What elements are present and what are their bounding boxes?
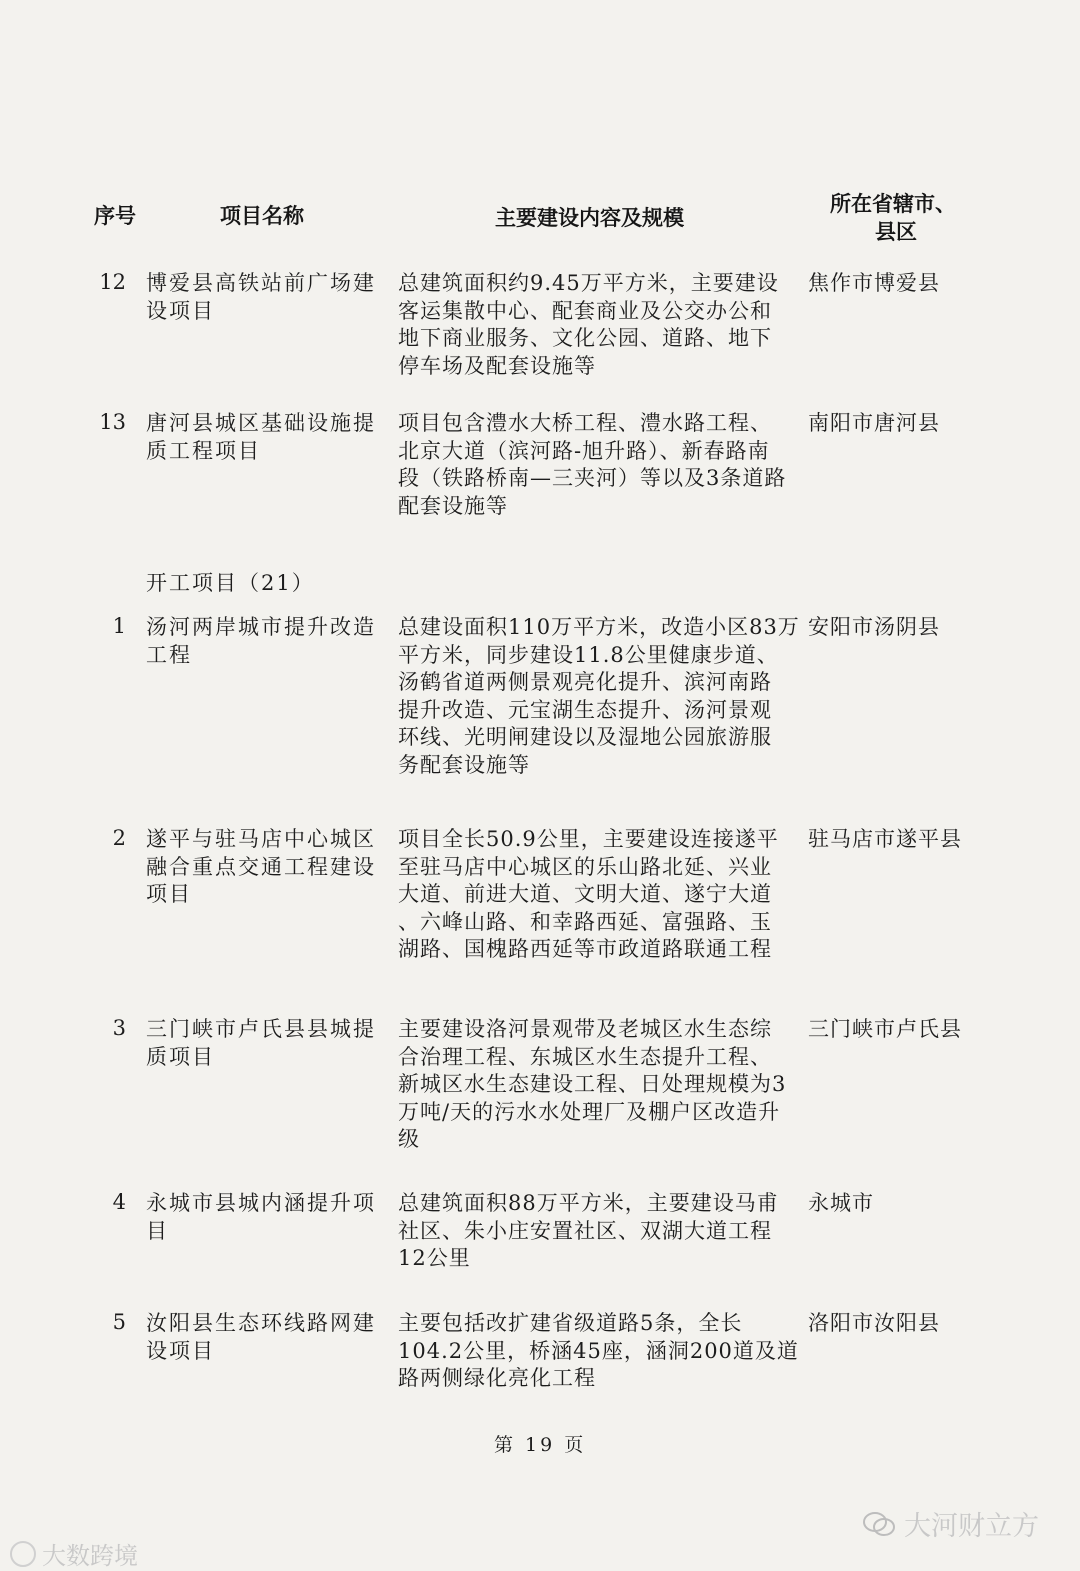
project-name-line: 博爱县高铁站前广场建 [146,271,376,295]
project-content-line: 客运集散中心、配套商业及公交办公和 [398,298,772,323]
project-name [146,1190,386,1245]
project-content-line: 项目包含澧水大桥工程、澧水路工程、 [398,411,772,435]
page-number: 第 19 页 [494,1434,587,1456]
project-content-line: 路两侧绿化亮化工程 [398,1366,596,1390]
project-content [398,1016,794,1154]
project-content-line: 主要建设洛河景观带及老城区水生态综 [398,1017,772,1041]
project-content-line: 配套设施等 [398,493,508,518]
project-content-line: 社区、朱小庄安置社区、双湖大道工程 [398,1218,772,1243]
project-region: 永城市 [808,1191,874,1215]
header-col-content: 主要建设内容及规模 [495,206,684,230]
row-number: 4 [112,1190,126,1214]
project-content [398,410,794,520]
section-title: 开工项目（21） [146,571,315,595]
project-region: 安阳市汤阴县 [808,615,940,639]
row-number: 3 [112,1016,126,1040]
project-name [146,410,386,465]
project-name [146,1310,386,1365]
project-content-line: 、六峰山路、和幸路西延、富强路、玉 [398,909,772,934]
project-content-line: 环线、光明闸建设以及湿地公园旅游服 [398,725,772,749]
project-content-line: 湖路、国槐路西延等市政道路联通工程 [398,937,772,961]
project-content-line: 北京大道（滨河路-旭升路）、新春路南 [398,438,770,463]
project-name-line: 项目 [146,882,192,906]
project-name [146,270,386,325]
project-content-line: 停车场及配套设施等 [398,353,596,378]
project-name-line: 汝阳县生态环线路网建 [146,1311,376,1335]
project-content-line: 项目全长50.9公里，主要建设连接遂平 [398,827,779,851]
row-number: 13 [99,410,126,434]
watermark-right [862,1504,1039,1543]
row-number: 12 [99,270,126,294]
project-name [146,614,386,669]
project-content-line: 提升改造、元宝湖生态提升、汤河景观 [398,697,772,722]
project-name-line: 汤河两岸城市提升改造 [146,615,376,639]
project-content-line: 104.2公里，桥涵45座，涵洞200道及道 [398,1338,799,1363]
project-name-line: 目 [146,1218,169,1243]
project-content-line: 平方米，同步建设11.8公里健康步道、 [398,642,779,667]
project-region: 南阳市唐河县 [808,411,940,435]
project-content [398,826,794,964]
project-content [398,1310,799,1393]
project-content-line: 合治理工程、东城区水生态提升工程、 [398,1044,772,1069]
header-col-region-line1: 所在省辖市、 [830,192,956,216]
project-region: 洛阳市汝阳县 [808,1311,940,1335]
project-name-line: 设项目 [146,298,215,323]
project-content-line: 万吨/天的污水水处理厂及棚户区改造升 [398,1099,781,1124]
header-col-no: 序号 [94,204,136,228]
project-name-line: 融合重点交通工程建设 [146,854,376,879]
row-number: 5 [112,1310,126,1334]
brand-logo-icon [10,1541,36,1567]
row-number: 1 [112,614,126,638]
project-name-line: 设项目 [146,1338,215,1363]
project-content-line: 级 [398,1127,420,1151]
project-name-line: 永城市县城内涵提升项 [146,1191,376,1215]
header-col-name: 项目名称 [220,204,304,228]
project-content-line: 地下商业服务、文化公园、道路、地下 [398,326,772,350]
project-content [398,614,800,779]
project-content-line: 至驻马店中心城区的乐山路北延、兴业 [398,854,772,879]
project-content [398,1190,794,1273]
project-name [146,1016,386,1071]
watermark-left [10,1536,138,1571]
project-region: 三门峡市卢氏县 [808,1017,962,1041]
project-name [146,826,386,909]
project-name-line: 遂平与驻马店中心城区 [146,827,376,851]
watermark-left-text: 大数跨境 [42,1542,138,1570]
project-name-line: 唐河县城区基础设施提 [146,411,376,435]
project-content-line: 汤鹤省道两侧景观亮化提升、滨河南路 [398,670,772,694]
project-content-line: 总建设面积110万平方米，改造小区83万 [398,615,800,639]
project-content-line: 务配套设施等 [398,752,530,777]
project-name-line: 质项目 [146,1044,215,1069]
project-name-line: 质工程项目 [146,438,261,463]
project-name-line: 工程 [146,642,192,667]
wechat-icon [862,1510,896,1538]
watermark-right-text: 大河财立方 [904,1511,1039,1542]
project-content-line: 新城区水生态建设工程、日处理规模为3 [398,1072,787,1096]
project-content-line: 主要包括改扩建省级道路5条，全长 [398,1311,743,1335]
project-content-line: 总建筑面积88万平方米，主要建设马甫 [398,1191,779,1215]
project-content-line: 大道、前进大道、文明大道、遂宁大道 [398,882,772,906]
project-name-line: 三门峡市卢氏县县城提 [146,1017,376,1041]
project-content-line: 段（铁路桥南—三夹河）等以及3条道路 [398,466,787,490]
project-region: 驻马店市遂平县 [808,827,962,851]
project-content-line: 总建筑面积约9.45万平方米，主要建设 [398,271,779,295]
project-content-line: 12公里 [398,1246,471,1270]
project-region: 焦作市博爱县 [808,271,940,295]
header-col-region-line2: 县区 [875,220,917,244]
project-content [398,270,794,380]
row-number: 2 [112,826,126,850]
